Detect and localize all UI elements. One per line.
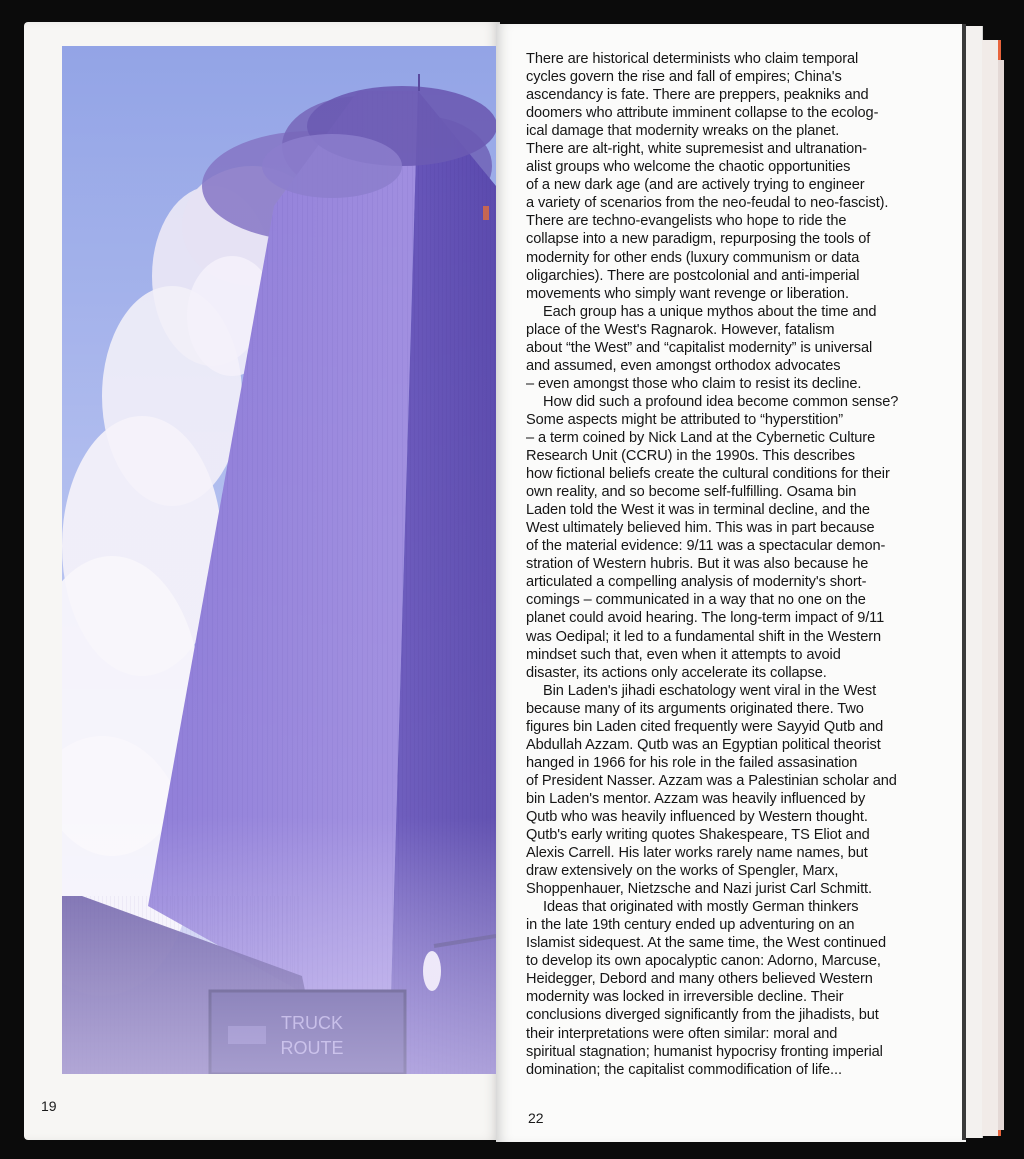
- text-line: Qutb who was heavily influenced by Western thought.: [526, 808, 868, 825]
- text-line: disaster, its actions only accelerate its collapse.: [526, 664, 827, 681]
- text-line: their interpretations were often similar: moral and: [526, 1025, 838, 1042]
- text-line: There are historical determinists who claim temporal: [526, 51, 859, 67]
- text-line: was Oedipal; it led to a fundamental shift in the Western: [526, 628, 882, 645]
- article-paragraph: [526, 303, 938, 393]
- text-line: Islamist sidequest. At the same time, the West continued: [526, 935, 886, 952]
- text-line: hanged in 1966 for his role in the failed assasination: [526, 754, 858, 771]
- text-line: Heidegger, Debord and many others believed Western: [526, 971, 873, 988]
- text-line: Bin Laden's jihadi eschatology went viral in the West: [543, 682, 877, 699]
- text-line: draw extensively on the works of Spengler, Marx,: [526, 863, 839, 880]
- text-line: comings – communicated in a way that no one on the: [526, 592, 866, 609]
- text-line: Shoppenhauer, Nietzsche and Nazi jurist Carl Schmitt.: [526, 881, 872, 898]
- page-edge: [966, 26, 983, 1138]
- text-line: Qutb's early writing quotes Shakespeare, TS Eliot and: [526, 827, 870, 844]
- page-number-left: 19: [41, 1098, 57, 1114]
- text-line: articulated a compelling analysis of modernity's short-: [526, 574, 867, 591]
- text-line: about “the West” and “capitalist modernity” is universal: [526, 339, 873, 356]
- text-line: of a new dark age (and are actively trying to engineer: [526, 177, 865, 194]
- text-line: ical damage that modernity wreaks on the planet.: [526, 123, 840, 140]
- text-line: domination; the capitalist commodification of life...: [526, 1061, 842, 1078]
- text-line: in the late 19th century ended up adventuring on an: [526, 917, 855, 934]
- text-line: Research Unit (CCRU) in the 1990s. This describes: [526, 448, 855, 465]
- text-line: doomers who attribute imminent collapse to the ecolog-: [526, 105, 879, 122]
- text-line: of President Nasser. Azzam was a Palestinian scholar and: [526, 772, 897, 789]
- text-line: modernity was locked in irreversible decline. Their: [526, 989, 844, 1006]
- tower-photograph: [62, 46, 496, 1074]
- text-line: place of the West's Ragnarok. However, fatalism: [526, 321, 835, 338]
- text-line: mindset such that, even when it attempts to avoid: [526, 646, 841, 663]
- page-edge: [998, 60, 1004, 1130]
- text-line: because many of its arguments originated there. Two: [526, 700, 864, 717]
- text-line: movements who simply want revenge or liberation.: [526, 285, 849, 302]
- text-line: and assumed, even amongst orthodox advocates: [526, 357, 841, 374]
- article-paragraph: [526, 682, 938, 899]
- text-line: oligarchies). There are postcolonial and anti-imperial: [526, 267, 860, 284]
- text-line: – even amongst those who claim to resist its decline.: [526, 375, 862, 392]
- text-line: conclusions diverged significantly from the jihadists, but: [526, 1007, 879, 1024]
- text-line: There are alt-right, white supremesist and ultranation-: [526, 141, 867, 158]
- text-line: figures bin Laden cited frequently were Sayyid Qutb and: [526, 718, 884, 735]
- text-line: Laden told the West it was in terminal decline, and the: [526, 502, 870, 519]
- text-line: of the material evidence: 9/11 was a spectacular demon-: [526, 538, 886, 555]
- text-line: alist groups who welcome the chaotic opportunities: [526, 159, 851, 176]
- article-paragraph: [526, 50, 938, 303]
- text-line: cycles govern the rise and fall of empires; China's: [526, 69, 842, 86]
- text-line: bin Laden's mentor. Azzam was heavily influenced by: [526, 790, 866, 807]
- text-line: spiritual stagnation; humanist hypocrisy fronting imperial: [526, 1043, 883, 1060]
- text-line: a variety of scenarios from the neo-feudal to neo-fascist).: [526, 195, 889, 212]
- text-line: Some aspects might be attributed to “hyperstition”: [526, 411, 844, 428]
- text-line: ascendancy is fate. There are preppers, peakniks and: [526, 87, 869, 104]
- text-line: West ultimately believed him. This was in part because: [526, 520, 875, 537]
- text-line: stration of Western hubris. But it was also because he: [526, 556, 869, 573]
- photo-icon: [62, 46, 496, 1074]
- text-line: to develop its own apocalyptic canon: Adorno, Marcuse,: [526, 953, 881, 970]
- text-line: Abdullah Azzam. Qutb was an Egyptian political theorist: [526, 736, 881, 753]
- text-line: collapse into a new paradigm, repurposing the tools of: [526, 231, 871, 248]
- text-line: Each group has a unique mythos about the time and: [543, 303, 877, 320]
- text-line: how fictional beliefs create the cultural conditions for their: [526, 466, 890, 483]
- page-number-right: 22: [528, 1110, 544, 1126]
- text-line: planet could avoid hearing. The long-term impact of 9/11: [526, 610, 885, 627]
- article-paragraph: [526, 393, 938, 682]
- text-line: How did such a profound idea become common sense?: [543, 393, 899, 410]
- text-line: – a term coined by Nick Land at the Cybernetic Culture: [526, 429, 876, 446]
- text-line: Alexis Carrell. His later works rarely name names, but: [526, 845, 868, 862]
- article-paragraph: [526, 898, 938, 1078]
- article-body: [526, 50, 938, 1079]
- text-line: There are techno-evangelists who hope to ride the: [526, 213, 847, 230]
- text-line: own reality, and so become self-fulfilling. Osama bin: [526, 484, 857, 501]
- text-line: modernity for other ends (luxury communism or data: [526, 249, 860, 266]
- text-line: Ideas that originated with mostly German thinkers: [543, 899, 859, 916]
